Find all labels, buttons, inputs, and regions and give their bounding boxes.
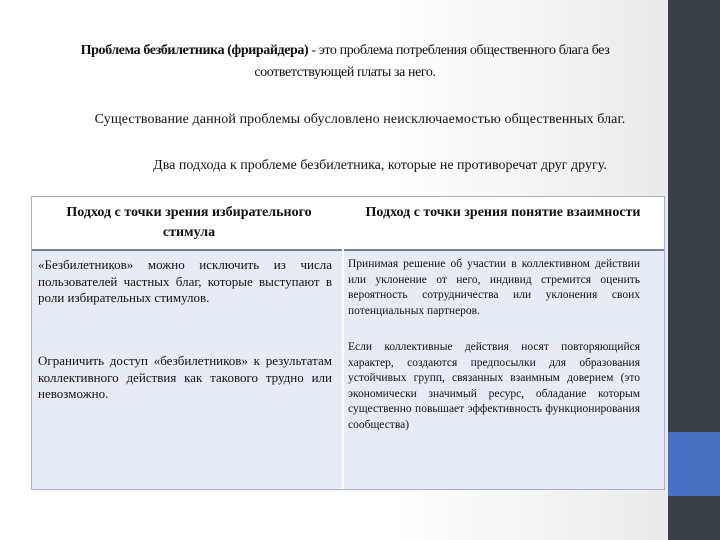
title-bold-term: Проблема безбилетника (фрирайдера) [80,43,309,58]
right-cell-2: Если коллективные действия носят повторяющийся характер, создаются предпосылки для образования устойчивых групп, связанных взаимным доверием (это экономически значимый ресурс, обладание которым существенно повышает эффективность функционирования сообщества) [348,341,640,431]
left-cell-2: Ограничить доступ «безбилетников» к результатам коллективного действия как такового трудно или невозможно. [38,353,332,401]
slide-title [30,40,660,84]
left-cell-1: «Безбилетников» можно исключить из числа пользователей частных благ, которые выступают в роли избирательных стимулов. [38,257,332,305]
cause-statement: Существование данной проблемы обусловлено неисключаемостью общественных благ. [94,112,626,127]
accent-block [668,432,720,496]
right-cell-1: Принимая решение об участии в коллективном действии или уклонение от него, индивид стремится оценить вероятность сотрудничества или уклонения своих потенциальных партнеров. [348,258,640,317]
header-selective-incentive: Подход с точки зрения избирательного стимула [66,205,312,240]
column-divider [342,249,344,489]
title-definition: - это проблема потребления общественного блага без соответствующей платы за него. [254,43,610,80]
approaches-intro: Два подхода к проблеме безбилетника, которые не противоречат друг другу. [153,158,607,173]
header-reciprocity: Подход с точки зрения понятие взаимности [365,205,641,220]
approaches-table [31,196,665,490]
table-header-row [32,197,664,251]
